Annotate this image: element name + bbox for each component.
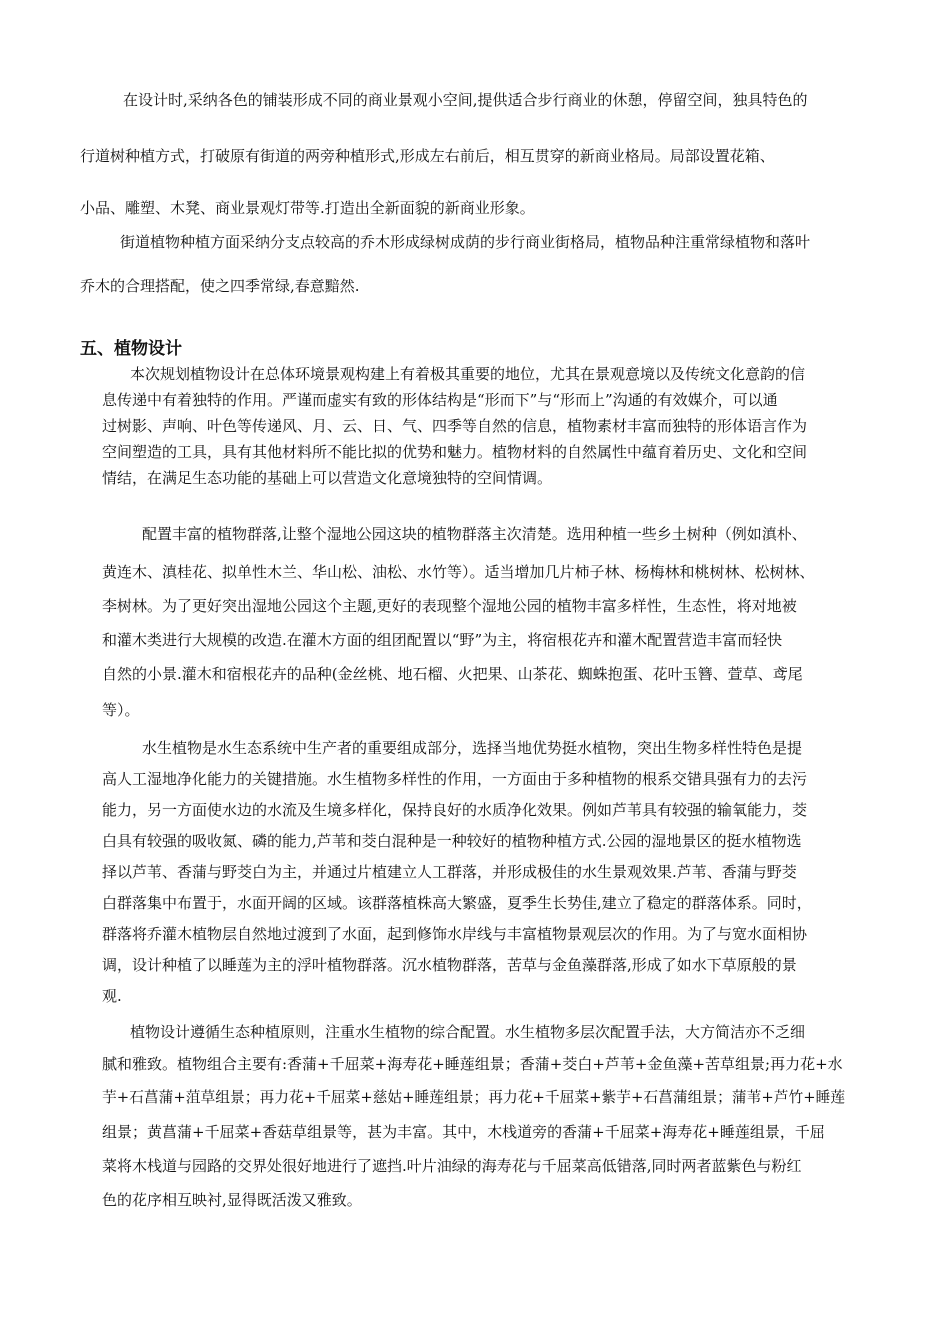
para4-line4: 和灌木类进行大规模的改造.在灌木方面的组团配置以“野”为主，将宿根花卉和灌木配置营造丰富而轻快	[102, 631, 783, 649]
para4-line3: 李树林。为了更好突出湿地公园这个主题,更好的表现整个湿地公园的植物丰富多样性，生态性，将对地被	[102, 597, 797, 615]
para6-line6: 色的花序相互映衬,显得既活泼又雅致。	[102, 1191, 362, 1209]
para3-line4: 空间塑造的工具，具有其他材料所不能比拟的优势和魅力。植物材料的自然属性中蕴育着历史、文化和空间	[102, 443, 808, 461]
para4-line1: 配置丰富的植物群落,让整个湿地公园这块的植物群落主次清楚。选用种植一些乡土树种（例如滇朴、	[142, 525, 807, 543]
para5-line6: 白群落集中布置于，水面开阔的区域。该群落植株高大繁盛，夏季生长势佳,建立了稳定的群落体系。同时，	[102, 894, 812, 912]
para6-line4: 组景；黄菖蒲+千屈菜+香菇草组景等，甚为丰富。其中，木栈道旁的香蒲+千屈菜+海寿花+睡莲组景，千屈	[102, 1123, 825, 1141]
para5-line4: 白具有较强的吸收氮、磷的能力,芦苇和茭白混种是一种较好的植物种植方式.公园的湿地景区的挺水植物选	[102, 832, 802, 850]
para6-line2: 腻和雅致。植物组合主要有:香蒲+千屈菜+海寿花+睡莲组景；香蒲+茭白+芦苇+金鱼藻+苦草组景;再力花+水	[102, 1055, 843, 1073]
para5-line9: 观.	[102, 987, 122, 1005]
para3-line1: 本次规划植物设计在总体环境景观构建上有着极其重要的地位，尤其在景观意境以及传统文化意韵的信	[130, 365, 806, 383]
para1-line1: 在设计时,采纳各色的铺装形成不同的商业景观小空间,提供适合步行商业的休憩，停留空间，独具特色的	[123, 91, 808, 109]
para1-line3: 小品、雕塑、木凳、商业景观灯带等.打造出全新面貌的新商业形象。	[80, 199, 535, 217]
para2-line1: 街道植物种植方面采纳分支点较高的乔木形成绿树成荫的步行商业街格局，植物品种注重常绿植物和落叶	[120, 233, 811, 251]
para5-line1: 水生植物是水生态系统中生产者的重要组成部分，选择当地优势挺水植物，突出生物多样性特色是提	[142, 739, 803, 757]
para5-line7: 群落将乔灌木植物层自然地过渡到了水面，起到修饰水岸线与丰富植物景观层次的作用。为了与宽水面相协	[102, 925, 808, 943]
para3-line2: 息传递中有着独特的作用。严谨而虚实有致的形体结构是“形而下”与“形而上”沟通的有效媒介，可以通	[102, 391, 778, 409]
para1-line2: 行道树种植方式，打破原有街道的两旁种植形式,形成左右前后，相互贯穿的新商业格局。局部设置花箱、	[80, 147, 775, 165]
para4-line2: 黄连木、滇桂花、拟单性木兰、华山松、油松、水竹等）。适当增加几片柿子林、杨梅林和桃树林、松树林、	[102, 563, 815, 581]
para5-line8: 调，设计种植了以睡莲为主的浮叶植物群落。沉水植物群落，苦草与金鱼藻群落,形成了如水下草原般的景	[102, 956, 797, 974]
para6-line5: 菜将木栈道与园路的交界处很好地进行了遮挡.叶片油绿的海寿花与千屈菜高低错落,同时两者蓝紫色与粉红	[102, 1157, 802, 1175]
para5-line3: 能力，另一方面使水边的水流及生境多样化，保持良好的水质净化效果。例如芦苇具有较强的输氧能力，茭	[102, 801, 808, 819]
section-heading: 五、植物设计	[80, 339, 182, 359]
para3-line3: 过树影、声响、叶色等传递风、月、云、日、气、四季等自然的信息，植物素材丰富而独特的形体语言作为	[102, 417, 808, 435]
para3-line5: 情结，在满足生态功能的基础上可以营造文化意境独特的空间情调。	[102, 469, 553, 487]
para2-line2: 乔木的合理搭配，使之四季常绿,春意黯然.	[80, 277, 360, 295]
para6-line3: 芋+石菖蒲+菹草组景；再力花+千屈菜+慈姑+睡莲组景；再力花+千屈菜+紫芋+石菖蒲组景；蒲苇+芦竹+睡莲	[102, 1089, 846, 1106]
para4-line5: 自然的小景.灌木和宿根花卉的品种(金丝桃、地石榴、火把果、山茶花、蜘蛛抱蛋、花叶玉簪、萱草、鸢尾	[102, 665, 803, 683]
para6-line1: 植物设计遵循生态种植原则，注重水生植物的综合配置。水生植物多层次配置手法，大方简洁亦不乏细	[130, 1023, 806, 1041]
para4-line6: 等）。	[102, 701, 140, 719]
para5-line2: 高人工湿地净化能力的关键措施。水生植物多样性的作用，一方面由于多种植物的根系交错具强有力的去污	[102, 770, 808, 788]
para5-line5: 择以芦苇、香蒲与野茭白为主，并通过片植建立人工群落，并形成极佳的水生景观效果.芦苇、香蒲与野茭	[102, 863, 797, 881]
